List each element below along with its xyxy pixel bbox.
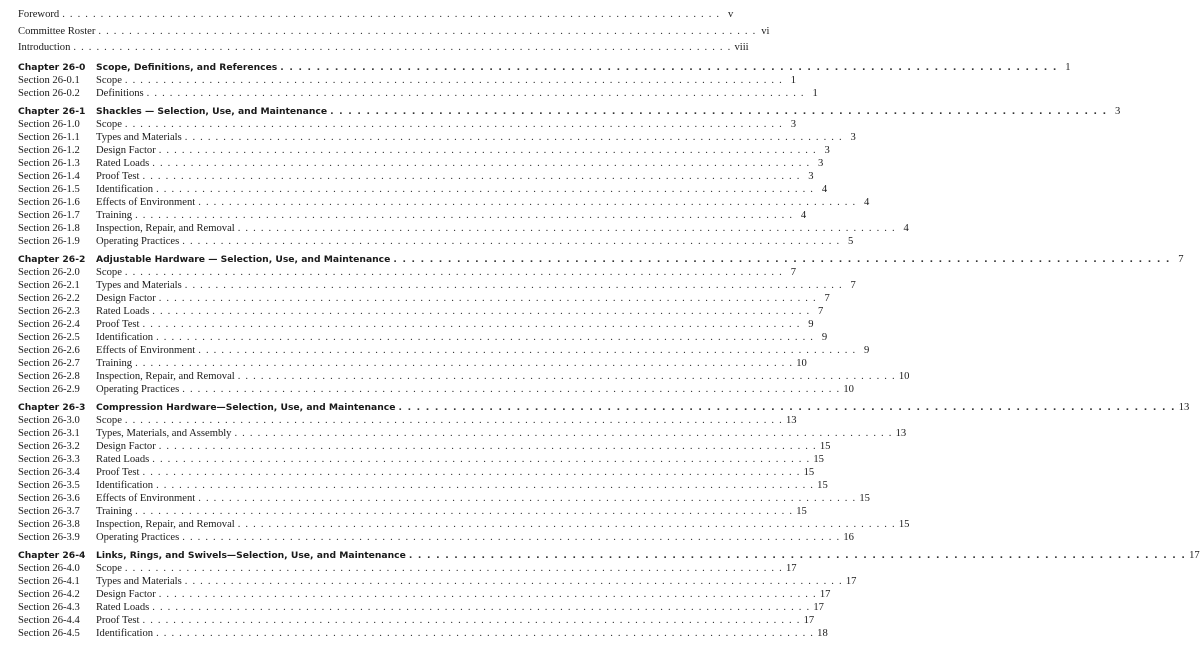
section-title: Scope: [96, 562, 122, 574]
section-title: Rated Loads: [96, 601, 150, 613]
toc-entry-section[interactable]: [18, 370, 910, 383]
page-number: 7: [818, 305, 824, 317]
toc-entry-section[interactable]: [18, 344, 870, 357]
chapter-number: Chapter 26-3: [18, 401, 86, 413]
dot-leader: . . . . . . . . . . . . . . . . . . . . . . . . . . . . . . . . . . . . . . . . . . . . . . . . . . . . . . . . . . . . . . . . . . . . . . . . . . . . . . . . . . . . . .: [158, 588, 817, 600]
section-number: Section 26-3.4: [18, 466, 80, 478]
page-number: 3: [824, 144, 830, 156]
page-number: v: [728, 9, 734, 20]
section-number: Section 26-1.2: [18, 144, 80, 156]
section-title: Design Factor: [96, 144, 156, 156]
chapter-title: Scope, Definitions, and References: [96, 61, 278, 73]
dot-leader: . . . . . . . . . . . . . . . . . . . . . . . . . . . . . . . . . . . . . . . . . . . . . . . . . . . . . . . . . . . . . . . . . . . . . . . . . . . . . . . . . . . . . .: [135, 209, 794, 221]
toc-entry-section[interactable]: [18, 87, 818, 100]
dot-leader: . . . . . . . . . . . . . . . . . . . . . . . . . . . . . . . . . . . . . . . . . . . . . . . . . . . . . . . . . . . . . . . . . . . . . . . . . . . . . . . . . . . . . .: [408, 549, 1187, 561]
toc-entry-section[interactable]: [18, 279, 856, 292]
section-title: Effects of Environment: [96, 344, 196, 356]
toc-entry-section[interactable]: [18, 588, 831, 601]
section-number: Section 26-2.9: [18, 383, 80, 395]
dot-leader: . . . . . . . . . . . . . . . . . . . . . . . . . . . . . . . . . . . . . . . . . . . . . . . . . . . . . . . . . . . . . . . . . . . . . . . . . . . . . . . . . . . . . .: [135, 505, 794, 517]
dot-leader: . . . . . . . . . . . . . . . . . . . . . . . . . . . . . . . . . . . . . . . . . . . . . . . . . . . . . . . . . . . . . . . . . . . . . . . . . . . . . . . . . . . . . .: [393, 253, 1171, 265]
section-number: Section 26-3.9: [18, 531, 80, 543]
dot-leader: . . . . . . . . . . . . . . . . . . . . . . . . . . . . . . . . . . . . . . . . . . . . . . . . . . . . . . . . . . . . . . . . . . . . . . . . . . . . . . . . . . . . . .: [182, 531, 841, 543]
toc-entry-section[interactable]: [18, 131, 856, 144]
toc-entry-section[interactable]: [18, 183, 828, 196]
toc-entry-front-matter[interactable]: [18, 8, 734, 21]
page-number: 17: [785, 562, 797, 574]
toc-entry-section[interactable]: [18, 601, 824, 614]
dot-leader: . . . . . . . . . . . . . . . . . . . . . . . . . . . . . . . . . . . . . . . . . . . . . . . . . . . . . . . . . . . . . . . . . . . . . . . . . . . . . . . . . . . . . .: [98, 25, 757, 37]
page-number: 4: [821, 183, 828, 195]
page-number: 13: [895, 427, 907, 439]
toc-entry-section[interactable]: [18, 614, 815, 627]
section-number: Section 26-3.8: [18, 518, 80, 530]
dot-leader: . . . . . . . . . . . . . . . . . . . . . . . . . . . . . . . . . . . . . . . . . . . . . . . . . . . . . . . . . . . . . . . . . . . . . . . . . . . . . . . . . . . . . .: [237, 222, 896, 234]
section-title: Rated Loads: [96, 157, 150, 169]
section-title: Scope: [96, 118, 122, 130]
dot-leader: . . . . . . . . . . . . . . . . . . . . . . . . . . . . . . . . . . . . . . . . . . . . . . . . . . . . . . . . . . . . . . . . . . . . . . . . . . . . . . . . . . . . . .: [142, 318, 801, 330]
dot-leader: . . . . . . . . . . . . . . . . . . . . . . . . . . . . . . . . . . . . . . . . . . . . . . . . . . . . . . . . . . . . . . . . . . . . . . . . . . . . . . . . . . . . . .: [142, 614, 801, 626]
toc-entry-section[interactable]: [18, 170, 814, 183]
section-number: Section 26-3.3: [18, 453, 80, 465]
page-number: 17: [813, 601, 824, 613]
page-number: 4: [864, 196, 870, 208]
dot-leader: . . . . . . . . . . . . . . . . . . . . . . . . . . . . . . . . . . . . . . . . . . . . . . . . . . . . . . . . . . . . . . . . . . . . . . . . . . . . . . . . . . . . . .: [152, 157, 811, 169]
section-number: Section 26-1.1: [18, 131, 80, 143]
section-number: Section 26-4.2: [18, 588, 80, 600]
section-title: Operating Practices: [96, 383, 180, 395]
page-number: 15: [803, 466, 815, 478]
section-title: Training: [96, 209, 133, 221]
toc-entry-section[interactable]: [18, 383, 854, 396]
section-title: Rated Loads: [96, 453, 150, 465]
dot-leader: . . . . . . . . . . . . . . . . . . . . . . . . . . . . . . . . . . . . . . . . . . . . . . . . . . . . . . . . . . . . . . . . . . . . . . . . . . . . . . . . . . . . . .: [156, 331, 815, 343]
section-title: Inspection, Repair, and Removal: [96, 370, 235, 382]
dot-leader: . . . . . . . . . . . . . . . . . . . . . . . . . . . . . . . . . . . . . . . . . . . . . . . . . . . . . . . . . . . . . . . . . . . . . . . . . . . . . . . . . . . . . .: [156, 479, 815, 491]
section-number: Section 26-2.1: [18, 279, 80, 291]
dot-leader: . . . . . . . . . . . . . . . . . . . . . . . . . . . . . . . . . . . . . . . . . . . . . . . . . . . . . . . . . . . . . . . . . . . . . . . . . . . . . . . . . . . . . .: [158, 144, 817, 156]
page-number: 15: [817, 479, 828, 491]
section-title: Effects of Environment: [96, 196, 196, 208]
toc-entry-front-matter[interactable]: [18, 25, 770, 38]
section-title: Operating Practices: [96, 235, 180, 247]
page-number: 10: [796, 357, 807, 369]
page-number: 15: [819, 440, 831, 452]
section-title: Design Factor: [96, 440, 156, 452]
page-number: 17: [845, 575, 857, 587]
page-number: 17: [803, 614, 815, 626]
toc-entry-section[interactable]: [18, 318, 814, 331]
page-number: 13: [1178, 401, 1190, 413]
dot-leader: . . . . . . . . . . . . . . . . . . . . . . . . . . . . . . . . . . . . . . . . . . . . . . . . . . . . . . . . . . . . . . . . . . . . . . . . . . . . . . . . . . . . . .: [237, 518, 896, 530]
page-number: 10: [843, 383, 854, 395]
page-number: 15: [796, 505, 807, 517]
toc-entry-section[interactable]: [18, 479, 828, 492]
toc-entry-section[interactable]: [18, 627, 828, 640]
section-number: Section 26-2.4: [18, 318, 80, 330]
toc-entry-section[interactable]: [18, 209, 807, 222]
section-title: Proof Test: [96, 170, 140, 182]
section-title: Operating Practices: [96, 531, 180, 543]
section-number: Section 26-1.4: [18, 170, 80, 182]
section-number: Section 26-4.4: [18, 614, 80, 626]
page-number: 4: [903, 222, 909, 234]
section-title: Types and Materials: [96, 131, 182, 143]
section-number: Section 26-4.5: [18, 627, 80, 639]
toc-entry-section[interactable]: [18, 118, 796, 131]
section-title: Design Factor: [96, 588, 156, 600]
page-number: 7: [824, 292, 830, 304]
page-number: vi: [761, 25, 770, 37]
toc-entry-section[interactable]: [18, 196, 870, 209]
chapter-title: Shackles — Selection, Use, and Maintenance: [96, 105, 328, 117]
section-number: Section 26-2.8: [18, 370, 80, 382]
chapter-title: Compression Hardware—Selection, Use, and Maintenance: [96, 401, 396, 413]
section-title: Rated Loads: [96, 305, 150, 317]
dot-leader: . . . . . . . . . . . . . . . . . . . . . . . . . . . . . . . . . . . . . . . . . . . . . . . . . . . . . . . . . . . . . . . . . . . . . . . . . . . . . . . . . . . . . .: [135, 357, 794, 369]
page-number: 7: [1178, 253, 1184, 265]
section-title: Effects of Environment: [96, 492, 196, 504]
front-title: Committee Roster: [18, 25, 96, 37]
section-title: Types and Materials: [96, 279, 182, 291]
dot-leader: . . . . . . . . . . . . . . . . . . . . . . . . . . . . . . . . . . . . . . . . . . . . . . . . . . . . . . . . . . . . . . . . . . . . . . . . . . . . . . . . . . . . . .: [142, 170, 801, 182]
page-number: 15: [813, 453, 824, 465]
toc-entry-section[interactable]: [18, 575, 857, 588]
toc-entry-section[interactable]: [18, 427, 907, 440]
dot-leader: . . . . . . . . . . . . . . . . . . . . . . . . . . . . . . . . . . . . . . . . . . . . . . . . . . . . . . . . . . . . . . . . . . . . . . . . . . . . . . . . . . . . . .: [280, 61, 1058, 73]
section-number: Section 26-2.5: [18, 331, 80, 343]
page-number: 17: [819, 588, 831, 600]
dot-leader: . . . . . . . . . . . . . . . . . . . . . . . . . . . . . . . . . . . . . . . . . . . . . . . . . . . . . . . . . . . . . . . . . . . . . . . . . . . . . . . . . . . . . .: [124, 74, 783, 86]
chapter-title: Links, Rings, and Swivels—Selection, Use, and Maintenance: [96, 549, 406, 561]
section-title: Proof Test: [96, 466, 140, 478]
dot-leader: . . . . . . . . . . . . . . . . . . . . . . . . . . . . . . . . . . . . . . . . . . . . . . . . . . . . . . . . . . . . . . . . . . . . . . . . . . . . . . . . . . . . . .: [158, 292, 817, 304]
dot-leader: . . . . . . . . . . . . . . . . . . . . . . . . . . . . . . . . . . . . . . . . . . . . . . . . . . . . . . . . . . . . . . . . . . . . . . . . . . . . . . . . . . . . . .: [124, 266, 783, 278]
section-number: Section 26-2.6: [18, 344, 80, 356]
page-number: 3: [818, 157, 824, 169]
section-title: Design Factor: [96, 292, 156, 304]
dot-leader: . . . . . . . . . . . . . . . . . . . . . . . . . . . . . . . . . . . . . . . . . . . . . . . . . . . . . . . . . . . . . . . . . . . . . . . . . . . . . . . . . . . . . .: [198, 492, 857, 504]
section-number: Section 26-1.9: [18, 235, 80, 247]
page-number: 18: [817, 627, 828, 639]
section-number: Section 26-1.8: [18, 222, 80, 234]
dot-leader: . . . . . . . . . . . . . . . . . . . . . . . . . . . . . . . . . . . . . . . . . . . . . . . . . . . . . . . . . . . . . . . . . . . . . . . . . . . . . . . . . . . . . .: [184, 279, 843, 291]
dot-leader: . . . . . . . . . . . . . . . . . . . . . . . . . . . . . . . . . . . . . . . . . . . . . . . . . . . . . . . . . . . . . . . . . . . . . . . . . . . . . . . . . . . . . .: [124, 118, 783, 130]
section-title: Types, Materials, and Assembly: [96, 427, 232, 439]
toc-entry-section[interactable]: [18, 74, 796, 87]
section-title: Definitions: [96, 87, 144, 99]
dot-leader: . . . . . . . . . . . . . . . . . . . . . . . . . . . . . . . . . . . . . . . . . . . . . . . . . . . . . . . . . . . . . . . . . . . . . . . . . . . . . . . . . . . . . .: [124, 414, 783, 426]
page-number: 3: [1115, 105, 1121, 117]
dot-leader: . . . . . . . . . . . . . . . . . . . . . . . . . . . . . . . . . . . . . . . . . . . . . . . . . . . . . . . . . . . . . . . . . . . . . . . . . . . . . . . . . . . . . .: [184, 575, 843, 587]
section-number: Section 26-3.6: [18, 492, 80, 504]
section-title: Identification: [96, 183, 154, 195]
toc-entry-section[interactable]: [18, 357, 807, 370]
section-number: Section 26-2.3: [18, 305, 80, 317]
page-number: 1: [790, 74, 796, 86]
toc-entry-section[interactable]: [18, 157, 824, 170]
section-title: Training: [96, 357, 133, 369]
section-number: Section 26-1.3: [18, 157, 80, 169]
page-number: 1: [812, 87, 818, 99]
dot-leader: . . . . . . . . . . . . . . . . . . . . . . . . . . . . . . . . . . . . . . . . . . . . . . . . . . . . . . . . . . . . . . . . . . . . . . . . . . . . . . . . . . . . . .: [330, 105, 1108, 117]
chapter-number: Chapter 26-4: [18, 549, 86, 561]
section-title: Inspection, Repair, and Removal: [96, 222, 235, 234]
section-number: Section 26-4.0: [18, 562, 80, 574]
toc-entry-chapter[interactable]: [18, 253, 1184, 266]
chapter-number: Chapter 26-1: [18, 105, 86, 117]
toc-entry-section[interactable]: [18, 414, 797, 427]
dot-leader: . . . . . . . . . . . . . . . . . . . . . . . . . . . . . . . . . . . . . . . . . . . . . . . . . . . . . . . . . . . . . . . . . . . . . . . . . . . . . . . . . . . . . .: [158, 440, 817, 452]
toc-entry-chapter[interactable]: [18, 549, 1200, 562]
section-number: Section 26-0.2: [18, 87, 80, 99]
toc-entry-section[interactable]: [18, 440, 831, 453]
chapter-number: Chapter 26-0: [18, 61, 86, 73]
page-number: 17: [1189, 549, 1200, 561]
page-number: 1: [1065, 61, 1071, 73]
dot-leader: . . . . . . . . . . . . . . . . . . . . . . . . . . . . . . . . . . . . . . . . . . . . . . . . . . . . . . . . . . . . . . . . . . . . . . . . . . . . . . . . . . . . . .: [146, 87, 805, 99]
toc-entry-section[interactable]: [18, 505, 807, 518]
toc-entry-section[interactable]: [18, 492, 870, 505]
dot-leader: . . . . . . . . . . . . . . . . . . . . . . . . . . . . . . . . . . . . . . . . . . . . . . . . . . . . . . . . . . . . . . . . . . . . . . . . . . . . . . . . . . . . . .: [237, 370, 896, 382]
dot-leader: . . . . . . . . . . . . . . . . . . . . . . . . . . . . . . . . . . . . . . . . . . . . . . . . . . . . . . . . . . . . . . . . . . . . . . . . . . . . . . . . . . . . . .: [124, 562, 783, 574]
section-title: Proof Test: [96, 318, 140, 330]
page-number: 5: [848, 235, 854, 247]
front-title: Foreword: [18, 9, 60, 20]
section-title: Training: [96, 505, 133, 517]
toc-entry-chapter[interactable]: [18, 401, 1190, 414]
dot-leader: . . . . . . . . . . . . . . . . . . . . . . . . . . . . . . . . . . . . . . . . . . . . . . . . . . . . . . . . . . . . . . . . . . . . . . . . . . . . . . . . . . . . . .: [234, 427, 893, 439]
dot-leader: . . . . . . . . . . . . . . . . . . . . . . . . . . . . . . . . . . . . . . . . . . . . . . . . . . . . . . . . . . . . . . . . . . . . . . . . . . . . . . . . . . . . . .: [184, 131, 843, 143]
dot-leader: . . . . . . . . . . . . . . . . . . . . . . . . . . . . . . . . . . . . . . . . . . . . . . . . . . . . . . . . . . . . . . . . . . . . . . . . . . . . . . . . . . . . . .: [152, 305, 811, 317]
toc-entry-section[interactable]: [18, 453, 824, 466]
page-number: viii: [734, 42, 749, 53]
toc-entry-section[interactable]: [18, 331, 828, 344]
section-number: Section 26-3.7: [18, 505, 80, 517]
section-title: Identification: [96, 627, 154, 639]
page-number: 15: [859, 492, 870, 504]
toc-entry-chapter[interactable]: [18, 61, 1071, 74]
section-number: Section 26-4.1: [18, 575, 80, 587]
toc-entry-section[interactable]: [18, 144, 830, 157]
section-number: Section 26-2.2: [18, 292, 80, 304]
page-number: 9: [821, 331, 828, 343]
toc-entry-section[interactable]: [18, 305, 824, 318]
toc-entry-front-matter[interactable]: [18, 41, 749, 54]
page-number: 9: [864, 344, 870, 356]
toc-entry-section[interactable]: [18, 531, 854, 544]
section-title: Scope: [96, 414, 122, 426]
page-number: 4: [800, 209, 807, 221]
page-number: 3: [790, 118, 796, 130]
page-number: 7: [850, 279, 856, 291]
section-number: Section 26-2.0: [18, 266, 80, 278]
section-number: Section 26-3.1: [18, 427, 80, 439]
section-title: Scope: [96, 74, 122, 86]
page-number: 3: [850, 131, 856, 143]
dot-leader: . . . . . . . . . . . . . . . . . . . . . . . . . . . . . . . . . . . . . . . . . . . . . . . . . . . . . . . . . . . . . . . . . . . . . . . . . . . . . . . . . . . . . .: [156, 627, 815, 639]
front-title: Introduction: [18, 42, 71, 53]
dot-leader: . . . . . . . . . . . . . . . . . . . . . . . . . . . . . . . . . . . . . . . . . . . . . . . . . . . . . . . . . . . . . . . . . . . . . . . . . . . . . . . . . . . . . .: [398, 401, 1176, 413]
page-number: 7: [790, 266, 796, 278]
dot-leader: . . . . . . . . . . . . . . . . . . . . . . . . . . . . . . . . . . . . . . . . . . . . . . . . . . . . . . . . . . . . . . . . . . . . . . . . . . . . . . . . . . . . . .: [198, 344, 857, 356]
section-title: Proof Test: [96, 614, 140, 626]
page-number: 16: [843, 531, 854, 543]
section-number: Section 26-1.5: [18, 183, 80, 195]
toc-entry-section[interactable]: [18, 235, 854, 248]
toc-entry-section[interactable]: [18, 562, 797, 575]
section-number: Section 26-3.5: [18, 479, 80, 491]
toc-entry-section[interactable]: [18, 518, 910, 531]
dot-leader: . . . . . . . . . . . . . . . . . . . . . . . . . . . . . . . . . . . . . . . . . . . . . . . . . . . . . . . . . . . . . . . . . . . . . . . . . . . . . . . . . . . . . .: [73, 42, 732, 53]
chapter-title: Adjustable Hardware — Selection, Use, and Maintenance: [96, 253, 391, 265]
section-number: Section 26-1.7: [18, 209, 80, 221]
page-number: 10: [898, 370, 910, 382]
dot-leader: . . . . . . . . . . . . . . . . . . . . . . . . . . . . . . . . . . . . . . . . . . . . . . . . . . . . . . . . . . . . . . . . . . . . . . . . . . . . . . . . . . . . . .: [156, 183, 815, 195]
page-number: 9: [808, 318, 814, 330]
dot-leader: . . . . . . . . . . . . . . . . . . . . . . . . . . . . . . . . . . . . . . . . . . . . . . . . . . . . . . . . . . . . . . . . . . . . . . . . . . . . . . . . . . . . . .: [182, 383, 841, 395]
toc-entry-section[interactable]: [18, 222, 909, 235]
toc-entry-section[interactable]: [18, 292, 830, 305]
section-title: Identification: [96, 331, 154, 343]
page-number: 13: [785, 414, 797, 426]
section-number: Section 26-1.0: [18, 118, 80, 130]
dot-leader: . . . . . . . . . . . . . . . . . . . . . . . . . . . . . . . . . . . . . . . . . . . . . . . . . . . . . . . . . . . . . . . . . . . . . . . . . . . . . . . . . . . . . .: [152, 453, 811, 465]
section-title: Inspection, Repair, and Removal: [96, 518, 235, 530]
chapter-number: Chapter 26-2: [18, 253, 86, 265]
dot-leader: . . . . . . . . . . . . . . . . . . . . . . . . . . . . . . . . . . . . . . . . . . . . . . . . . . . . . . . . . . . . . . . . . . . . . . . . . . . . . . . . . . . . . .: [198, 196, 857, 208]
section-title: Scope: [96, 266, 122, 278]
dot-leader: . . . . . . . . . . . . . . . . . . . . . . . . . . . . . . . . . . . . . . . . . . . . . . . . . . . . . . . . . . . . . . . . . . . . . . . . . . . . . . . . . . . . . .: [62, 9, 721, 20]
toc-entry-section[interactable]: [18, 266, 796, 279]
page-number: 15: [898, 518, 910, 530]
section-number: Section 26-3.2: [18, 440, 80, 452]
section-number: Section 26-1.6: [18, 196, 80, 208]
section-number: Section 26-2.7: [18, 357, 80, 369]
section-number: Section 26-3.0: [18, 414, 80, 426]
section-number: Section 26-4.3: [18, 601, 80, 613]
dot-leader: . . . . . . . . . . . . . . . . . . . . . . . . . . . . . . . . . . . . . . . . . . . . . . . . . . . . . . . . . . . . . . . . . . . . . . . . . . . . . . . . . . . . . .: [152, 601, 811, 613]
toc-entry-chapter[interactable]: [18, 105, 1121, 118]
page-number: 3: [808, 170, 814, 182]
section-number: Section 26-0.1: [18, 74, 80, 86]
dot-leader: . . . . . . . . . . . . . . . . . . . . . . . . . . . . . . . . . . . . . . . . . . . . . . . . . . . . . . . . . . . . . . . . . . . . . . . . . . . . . . . . . . . . . .: [142, 466, 801, 478]
toc-entry-section[interactable]: [18, 466, 815, 479]
section-title: Identification: [96, 479, 154, 491]
section-title: Types and Materials: [96, 575, 182, 587]
dot-leader: . . . . . . . . . . . . . . . . . . . . . . . . . . . . . . . . . . . . . . . . . . . . . . . . . . . . . . . . . . . . . . . . . . . . . . . . . . . . . . . . . . . . . .: [182, 235, 841, 247]
